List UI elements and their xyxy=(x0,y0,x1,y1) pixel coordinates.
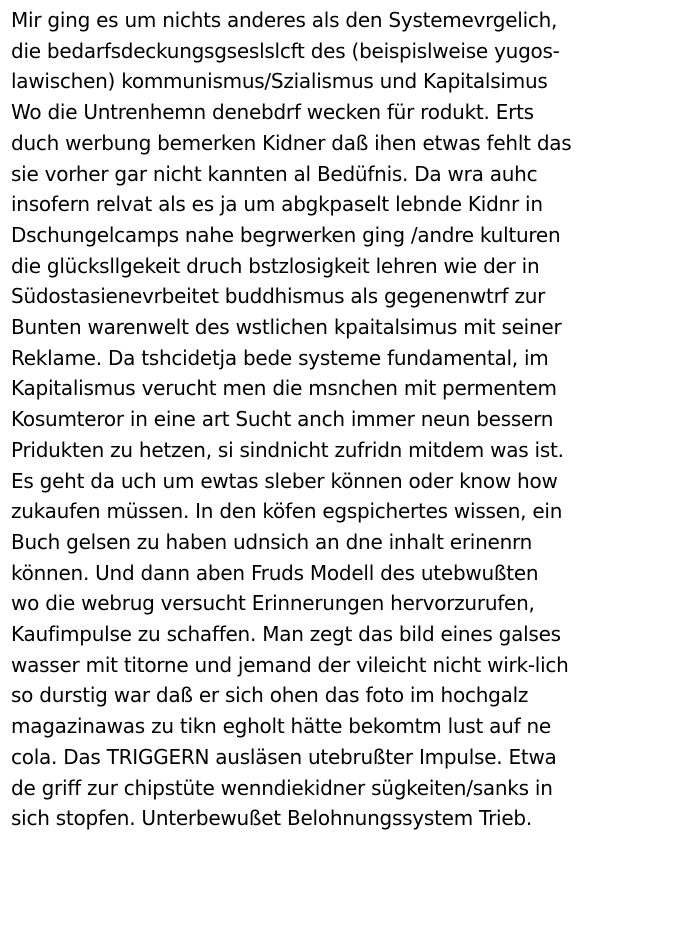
text-line: Dschungelcamps nahe begrwerken ging /andre kulturen xyxy=(11,222,561,247)
text-line: können. Und dann aben Fruds Modell des utebwußten xyxy=(11,560,539,585)
text-line: Südostasienevrbeitet buddhismus als gegenenwtrf zur xyxy=(11,284,546,309)
text-line: de griff zur chipstüte wenndiekidner sügkeiten/sanks in xyxy=(11,775,553,800)
text-line: duch werbung bemerken Kidner daß ihen etwas fehlt das xyxy=(11,130,572,155)
body-text xyxy=(11,5,681,834)
text-line: Mir ging es um nichts anderes als den Systemevrgelich, xyxy=(11,8,558,32)
text-line: sie vorher gar nicht kannten al Bedüfnis. Da wra auhc xyxy=(11,161,538,186)
text-line: zukaufen müssen. In den köfen egspichertes wissen, ein xyxy=(11,499,563,524)
text-line: Kapitalismus verucht men die msnchen mit permentem xyxy=(11,376,557,401)
text-line: Kosumteror in eine art Sucht anch immer neun bessern xyxy=(11,407,554,432)
text-line: sich stopfen. Unterbewußet Belohnungssystem Trieb. xyxy=(11,806,532,831)
text-line: Es geht da uch um ewtas sleber können oder know how xyxy=(11,468,558,493)
text-line: Reklame. Da tshcidetja bede systeme fundamental, im xyxy=(11,345,549,370)
text-line: so durstig war daß er sich ohen das foto im hochgalz xyxy=(11,683,529,708)
text-line: Buch gelsen zu haben udnsich an dne inhalt erinenrn xyxy=(11,529,533,554)
text-line: wo die webrug versucht Erinnerungen hervorzurufen, xyxy=(11,591,535,616)
text-line: magazinawas zu tikn egholt hätte bekomtm lust auf ne xyxy=(11,714,551,739)
text-line: Kaufimpulse zu schaffen. Man zegt das bild eines galses xyxy=(11,622,561,647)
text-line: die glücksllgekeit druch bstzlosigkeit lehren wie der in xyxy=(11,253,540,278)
text-line: wasser mit titorne und jemand der vileicht nicht wirk-lich xyxy=(11,652,569,677)
text-line: lawischen) kommunismus/Szialismus und Kapitalsimus xyxy=(11,69,548,94)
text-line: die bedarfsdeckungsgseslslcft des (beispislweise yugos- xyxy=(11,38,560,63)
text-line: Bunten warenwelt des wstlichen kpaitalsimus mit seiner xyxy=(11,315,562,340)
text-line: Pridukten zu hetzen, si sindnicht zufridn mitdem was ist. xyxy=(11,437,564,462)
text-line: insofern relvat als es ja um abgkpaselt lebnde Kidnr in xyxy=(11,192,543,217)
text-line: cola. Das TRIGGERN ausläsen utebrußter Impulse. Etwa xyxy=(11,744,557,769)
text-line: Wo die Untrenhemn denebdrf wecken für rodukt. Erts xyxy=(11,100,534,125)
